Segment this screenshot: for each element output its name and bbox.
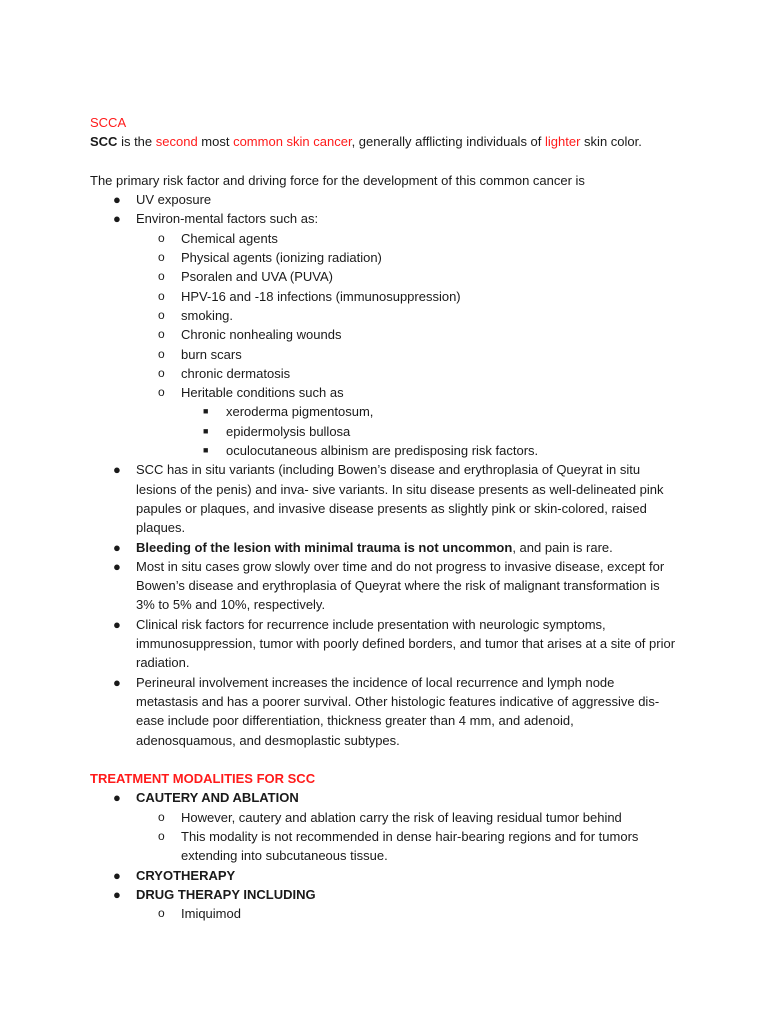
list-item-text: Physical agents (ionizing radiation): [181, 250, 382, 266]
list-item: [90, 345, 690, 364]
list-item-text: HPV-16 and -18 infections (immunosuppression): [181, 288, 461, 304]
list-item: [90, 325, 690, 344]
bullet-icon: ●: [113, 539, 121, 555]
circle-bullet-icon: o: [158, 828, 165, 843]
list-item-text: oculocutaneous albinism are predisposing risk factors.: [226, 443, 539, 459]
bullet-icon: ●: [113, 886, 121, 902]
circle-bullet-icon: o: [158, 288, 165, 303]
bullet-icon: ●: [113, 790, 121, 806]
bullet-icon: ●: [113, 616, 121, 632]
bullet-icon: ●: [113, 558, 121, 574]
intro-text: , generally afflicting individuals of: [351, 134, 546, 150]
bleeding-emphasis: Bleeding of the lesion with minimal trauma is not uncommon: [136, 539, 513, 555]
list-item: [90, 248, 690, 267]
list-item-text: Chemical agents: [181, 230, 278, 246]
list-item: [90, 538, 690, 557]
list-item-text: Heritable conditions such as: [181, 385, 344, 401]
list-item: [90, 808, 690, 827]
list-item: [90, 422, 690, 441]
circle-bullet-icon: o: [158, 230, 165, 245]
list-item-text: Chronic nonhealing wounds: [181, 327, 342, 343]
list-item-text: , and pain is rare.: [512, 539, 613, 555]
list-item-text: Imiquimod: [181, 906, 241, 922]
list-item-text: However, cautery and ablation carry the risk of leaving residual tumor behind: [181, 809, 622, 825]
square-bullet-icon: ■: [203, 425, 209, 436]
list-item: [90, 190, 690, 209]
list-item-text: This modality is not recommended in dense hair-bearing regions and for tumors extending into subcutaneous tissue.: [181, 828, 639, 864]
list-item-text: CRYOTHERAPY: [136, 867, 236, 883]
bullet-icon: ●: [113, 462, 121, 478]
list-item: [90, 557, 676, 615]
intro-text: skin color.: [580, 134, 642, 150]
circle-bullet-icon: o: [158, 906, 165, 921]
list-item: [90, 615, 676, 673]
list-item-text: chronic dermatosis: [181, 365, 291, 381]
circle-bullet-icon: o: [158, 250, 165, 265]
list-item: [90, 364, 690, 383]
circle-bullet-icon: o: [158, 365, 165, 380]
square-bullet-icon: ■: [203, 406, 209, 417]
circle-bullet-icon: o: [158, 385, 165, 400]
section-title-scca: SCCA: [90, 115, 127, 130]
list-item: [90, 460, 676, 537]
circle-bullet-icon: o: [158, 269, 165, 284]
document-body: [90, 113, 690, 923]
bullet-icon: ●: [113, 674, 121, 690]
blank-line: [90, 152, 690, 171]
circle-bullet-icon: o: [158, 346, 165, 361]
list-item: [90, 673, 676, 750]
intro-text: most: [197, 134, 234, 150]
highlight-second: second: [155, 134, 198, 150]
list-item: [90, 267, 690, 286]
bullet-icon: ●: [113, 192, 121, 208]
bullet-icon: ●: [113, 211, 121, 227]
list-item-text: smoking.: [181, 307, 234, 323]
square-bullet-icon: ■: [203, 445, 209, 456]
bullet-icon: ●: [113, 867, 121, 883]
list-item: [90, 866, 690, 885]
intro-text: is the: [117, 134, 156, 150]
list-item: [90, 383, 690, 402]
list-item-text: Clinical risk factors for recurrence include presentation with neurologic symptoms, immunosuppression, tumor with poorly defined borders, and tumor that arises at a site of prior radiation.: [136, 616, 676, 671]
circle-bullet-icon: o: [158, 809, 165, 824]
list-item: [90, 885, 690, 904]
list-item: [90, 904, 690, 923]
list-item-text: epidermolysis bullosa: [226, 423, 351, 439]
list-item: [90, 306, 690, 325]
scc-abbr: SCC: [90, 134, 118, 150]
blank-line: [90, 750, 690, 769]
risk-intro: The primary risk factor and driving force for the development of this common cancer is: [90, 172, 585, 188]
list-item-text: UV exposure: [136, 192, 212, 208]
circle-bullet-icon: o: [158, 327, 165, 342]
list-item-text: Environ-mental factors such as:: [136, 211, 319, 227]
list-item: [90, 287, 690, 306]
list-item: [90, 402, 690, 421]
list-item-text: Most in situ cases grow slowly over time and do not progress to invasive disease, except for Bowen’s disease and erythroplasia of Queyrat where the risk of malignant transformation is 3% to 5% and 10%, respectively.: [136, 558, 665, 613]
list-item: [90, 229, 690, 248]
treatment-heading: TREATMENT MODALITIES FOR SCC: [90, 771, 316, 787]
intro-sentence: [90, 132, 690, 151]
highlight-lighter: lighter: [545, 134, 581, 150]
list-item-text: Psoralen and UVA (PUVA): [181, 269, 333, 285]
list-item-text: SCC has in situ variants (including Bowen’s disease and erythroplasia of Queyrat in situ lesions of the penis) and inva- sive variants. In situ disease presents as well-delineated pink papules or plaques, and invasive disease presents as slightly pink or skin-colored, raised plaques.: [136, 462, 664, 536]
list-item: [90, 209, 690, 228]
list-item-text: CAUTERY AND ABLATION: [136, 790, 299, 806]
list-item-text: xeroderma pigmentosum,: [226, 404, 374, 420]
circle-bullet-icon: o: [158, 307, 165, 322]
list-item: [90, 827, 677, 866]
highlight-common: common skin cancer: [233, 134, 352, 150]
list-item: [90, 788, 690, 807]
list-item-text: DRUG THERAPY INCLUDING: [136, 886, 316, 902]
list-item-text: burn scars: [181, 346, 242, 362]
list-item: [90, 441, 690, 460]
list-item-text: Perineural involvement increases the incidence of local recurrence and lymph node metastasis and has a poorer survival. Other histologic features indicative of aggressive dis- ease include poor differentiation, thickness greater than 4 mm, and adenoid, adenosquamous, and desmoplastic subtypes.: [136, 674, 660, 748]
